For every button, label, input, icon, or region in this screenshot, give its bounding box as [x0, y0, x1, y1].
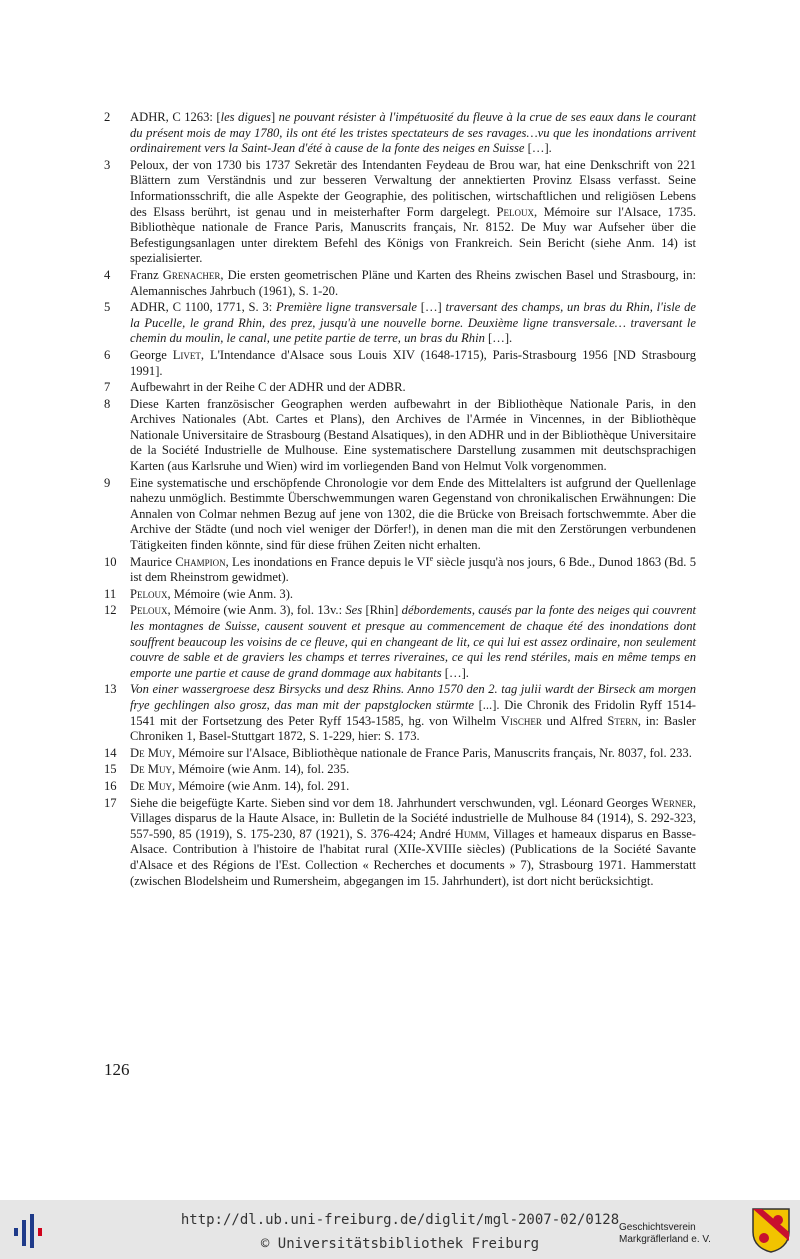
footnote-text [130, 587, 696, 603]
footnote-number: 9 [104, 475, 111, 490]
footnote-13 [104, 682, 696, 744]
footnote-number: 6 [104, 347, 111, 362]
footnote-segment: Peloux, der von 1730 bis 1737 Sekretär des Intendanten Feydeau de Brou war, hat eine Denkschrift von 221 Blättern zum Verständnis und zur besseren Verwaltung der annektierten Provinz Elsass verfasst. Seine Informationsschrift, die alle Aspekte der Geographie, des politischen, wirtschaftlichen und religiösen Lebens des Elsass berührt, ist genau und in meisterhafter Form dargelegt. [130, 157, 696, 219]
footnote-segment: e [429, 553, 434, 563]
footnote-segment: Maurice [130, 554, 176, 569]
author-name: Livet [172, 347, 201, 362]
footnote-14 [104, 746, 696, 762]
footnote-number: 4 [104, 267, 111, 282]
society-name [619, 1222, 711, 1246]
author-name: Vischer [500, 713, 542, 728]
author-name: De Muy [130, 778, 172, 793]
author-name: Humm [454, 826, 487, 841]
author-name: Champion [175, 554, 226, 569]
footnote-text [130, 397, 696, 475]
footnote-number: 16 [104, 778, 117, 793]
footnote-10 [104, 555, 696, 586]
footnote-8 [104, 397, 696, 475]
footnote-segment: [Rhin] [362, 603, 402, 618]
footnote-number: 10 [104, 554, 117, 569]
footnote-text [130, 110, 696, 157]
footnote-segment: Siehe die beigefügte Karte. Sieben sind vor dem 18. Jahrhundert verschwunden, vgl. Léonard Georges [130, 795, 652, 810]
author-name: De Muy [130, 745, 172, 760]
author-name: Peloux [130, 603, 168, 618]
footnote-number: 8 [104, 396, 111, 411]
quoted-text: Ses [345, 603, 363, 618]
footnote-number: 11 [104, 586, 117, 601]
footnote-segment: Diese Karten französischer Geographen werden aufbewahrt in der Bibliothèque Nationale Paris, in den Archives Nationales (Abt. Cartes et Plans), den Archives de l'Armée in Vincennes, in der Bibliothèque Nationale Universitaire de Strasbourg (Bestand Alsatiques), in den ADHR und in der Bibliothèque Universitaire de la Société Industrielle de Mulhouse. Eine systematischere Darstellung zusammen mit deutschsprachigen Karten (aus Karlsruhe und Wien) wird im vorliegenden Band von Helmut Volk vorgenommen. [130, 396, 696, 474]
footnote-segment: , Mémoire (wie Anm. 3), fol. 13v.: [167, 603, 346, 618]
footnote-text [130, 300, 696, 347]
society-name-line1: Geschichtsverein [619, 1222, 696, 1233]
author-name: Stern [607, 713, 638, 728]
quoted-text: Première ligne transversale [276, 300, 417, 315]
author-name: Peloux [130, 586, 168, 601]
footnote-text [130, 348, 696, 379]
footnote-segment: , Mémoire (wie Anm. 14), fol. 235. [171, 762, 350, 777]
quoted-text: ne pouvant résister à l'impétuosité du fleuve à la crue de ses eaux dans le courant du présent mois de may 1780, ils ont été les tristes spectateurs de ses ravages…vu que les inondations arrivent ordinairement vers la Saint-Jean d'été à cause de la fonte des neiges en Suisse [130, 110, 696, 156]
footnote-segment: ADHR, C 1263: [ [130, 110, 221, 124]
footnote-text [130, 476, 696, 554]
footnote-text [130, 762, 696, 778]
footnote-7 [104, 380, 696, 396]
footnote-text [130, 682, 696, 744]
footnote-segment: [...]. Die Chronik des Fridolin Ryff 1514-1541 mit der Fortsetzung des Peter Ryff 1543-1585, hg. von Wilhelm [130, 697, 696, 728]
quoted-text: Von einer wassergroese desz Birsycks und desz Rhins. Anno 1570 den 2. tag julii wardt der Birseck am morgen frye gechlingen also grosz, das man mit der papstglocken stürmte [130, 682, 696, 712]
footnote-segment: , Les inondations en France depuis le VI [225, 554, 430, 569]
footnote-text [130, 603, 696, 681]
footnote-number: 5 [104, 300, 111, 315]
footnote-text [130, 746, 696, 762]
footnote-number: 3 [104, 157, 111, 172]
footnote-6 [104, 348, 696, 379]
author-name: Peloux [496, 204, 534, 219]
footnote-number: 2 [104, 110, 111, 124]
footnote-segment: , Villages et hameaux disparus en Basse-Alsace. Contribution à l'histoire de l'habitat rural (XIIe-XVIIIe siècles) (Publications de la Société Savante d'Alsace et des Régions de l'Est. Collection « Recherches et documents » 7), Strasbourg 1971. Hammerstatt (zwischen Blodelsheim und Rumersheim, abgegangen im 15. Jahrhundert), ist dort nicht berücksichtigt. [130, 826, 697, 888]
footnote-16 [104, 779, 696, 795]
footnote-number: 12 [104, 603, 117, 618]
footnote-number: 14 [104, 745, 117, 760]
footnote-12 [104, 603, 696, 681]
footnote-text [130, 555, 696, 586]
footnotes-list [104, 110, 696, 890]
footnote-text [130, 380, 696, 396]
footnote-number: 15 [104, 762, 117, 777]
library-footer-bar [0, 1200, 800, 1259]
footnote-number: 17 [104, 795, 117, 810]
footnote-segment: , Mémoire (wie Anm. 14), fol. 291. [171, 778, 350, 793]
source-url-link[interactable]: http://dl.ub.uni-freiburg.de/diglit/mgl-2007-02/0128 [180, 1212, 620, 1228]
society-coat-of-arms-icon [750, 1206, 792, 1254]
copyright-text: © Universitätsbibliothek Freiburg [260, 1236, 540, 1252]
author-name: De Muy [130, 762, 172, 777]
footnote-segment: , Mémoire sur l'Alsace, 1735. Bibliothèque nationale de France Paris, Manuscrits français, Nr. 8152. De Muy war Aufseher über die Befestigungsanlagen unter direktem Befehl des Königs von Frankreich. Sein Bericht (siehe Anm. 14) ist spezialisierter. [130, 204, 696, 266]
footnote-segment: ADHR, C 1100, 1771, S. 3: [130, 300, 277, 315]
footnote-segment: […]. [441, 665, 469, 680]
footnote-text [130, 779, 696, 795]
footnote-17 [104, 796, 696, 890]
footnote-text [130, 158, 696, 267]
footnote-segment: Franz [130, 267, 163, 282]
footnote-segment: Aufbewahrt in der Reihe C der ADHR und der ADBR. [130, 380, 406, 395]
footnote-segment: […]. [524, 141, 552, 156]
quoted-text: les digues [220, 110, 271, 124]
footnote-segment: ] [270, 110, 279, 124]
footnote-15 [104, 762, 696, 778]
footnote-3 [104, 158, 696, 267]
footnote-number: 13 [104, 682, 117, 697]
footnote-segment: , Die ersten geometrischen Pläne und Karten des Rheins zwischen Basel und Strasbourg, in: Alemannisches Jahrbuch (1961), S. 1-20. [130, 267, 696, 298]
footnote-segment: […]. [484, 331, 513, 346]
footnote-segment: […] [416, 300, 446, 315]
footnote-4 [104, 268, 696, 299]
footnote-2 [104, 110, 696, 157]
society-name-line2: Markgräflerland e. V. [619, 1234, 711, 1245]
footnote-number: 7 [104, 380, 111, 395]
footnote-5 [104, 300, 696, 347]
footnote-text [130, 268, 696, 299]
page-number: 126 [104, 1060, 130, 1079]
footnote-segment: und Alfred [541, 713, 608, 728]
quoted-text: débordements, causés par la fonte des neiges qui couvrent les montagnes de Suisse, causent souvent et presque au commencement de chaque été des inondations dont souffrent beaucoup les voisins de ce fleuve, qui en changeant de lit, ce qui lui est assez ordinaire, non seulement couvre de sable et de graviers les champs et terres riveraines, ce qui les rend stériles, mais en même temps en emporte une partie et cause de grand dommage aux habitants [130, 603, 696, 680]
footnote-segment: , Mémoire sur l'Alsace, Bibliothèque nationale de France Paris, Manuscrits français, Nr. 8037, fol. 233. [171, 745, 692, 760]
footnote-segment: , Mémoire (wie Anm. 3). [167, 586, 294, 601]
quoted-text: traversant des champs, un bras du Rhin, l'isle de la Pucelle, le grand Rhin, des prez, jusqu'à une nouvelle borne. Deuxième ligne transversale… traversant le chemin du moulin, le canal, une petite partie de terre, un bras du Rhin [130, 300, 696, 346]
footnote-segment: George [130, 347, 173, 362]
footnote-segment: Eine systematische und erschöpfende Chronologie vor dem Ende des Mittelalters ist aufgrund der Quellenlage nahezu unmöglich. Bestimmte Überschwemmungen waren Gegenstand von chronikalischen Erwähnungen: Die Annalen von Colmar nehmen Bezug auf jene von 1302, die die Brücke von Breisach fortschwemmte. Aber die Archive der Städte (und noch viel weniger der Dörfer!), in denen man die mit den Zerstörungen verbundenen Tätigkeiten finden könnte, sind für diese frühen Zeiten nicht erhalten. [130, 475, 696, 553]
footnote-11 [104, 587, 696, 603]
footnote-segment: , L'Intendance d'Alsace sous Louis XIV (1648-1715), Paris-Strasbourg 1956 [ND Strasbourg 1991]. [130, 347, 696, 378]
footnote-9 [104, 476, 696, 554]
footnote-text [130, 796, 696, 890]
footnote-segment: siècle jusqu'à nos jours, 6 Bde., Dunod 1863 (Bd. 5 ist dem Rheinstrom gewidmet). [130, 554, 697, 585]
footnote-segment: , Villages disparus de la Haute Alsace, in: Bulletin de la Société industrielle de Mulhouse 84 (1914), S. 292-323, 557-590, 85 (1919), S. 175-230, 87 (1921), S. 376-424; André [130, 795, 696, 841]
footnote-segment: , in: Basler Chroniken 1, Basel-Stuttgart 1872, S. 1-229, hier: S. 173. [130, 713, 697, 744]
author-name: Grenacher [162, 267, 221, 282]
author-name: Werner [651, 795, 693, 810]
